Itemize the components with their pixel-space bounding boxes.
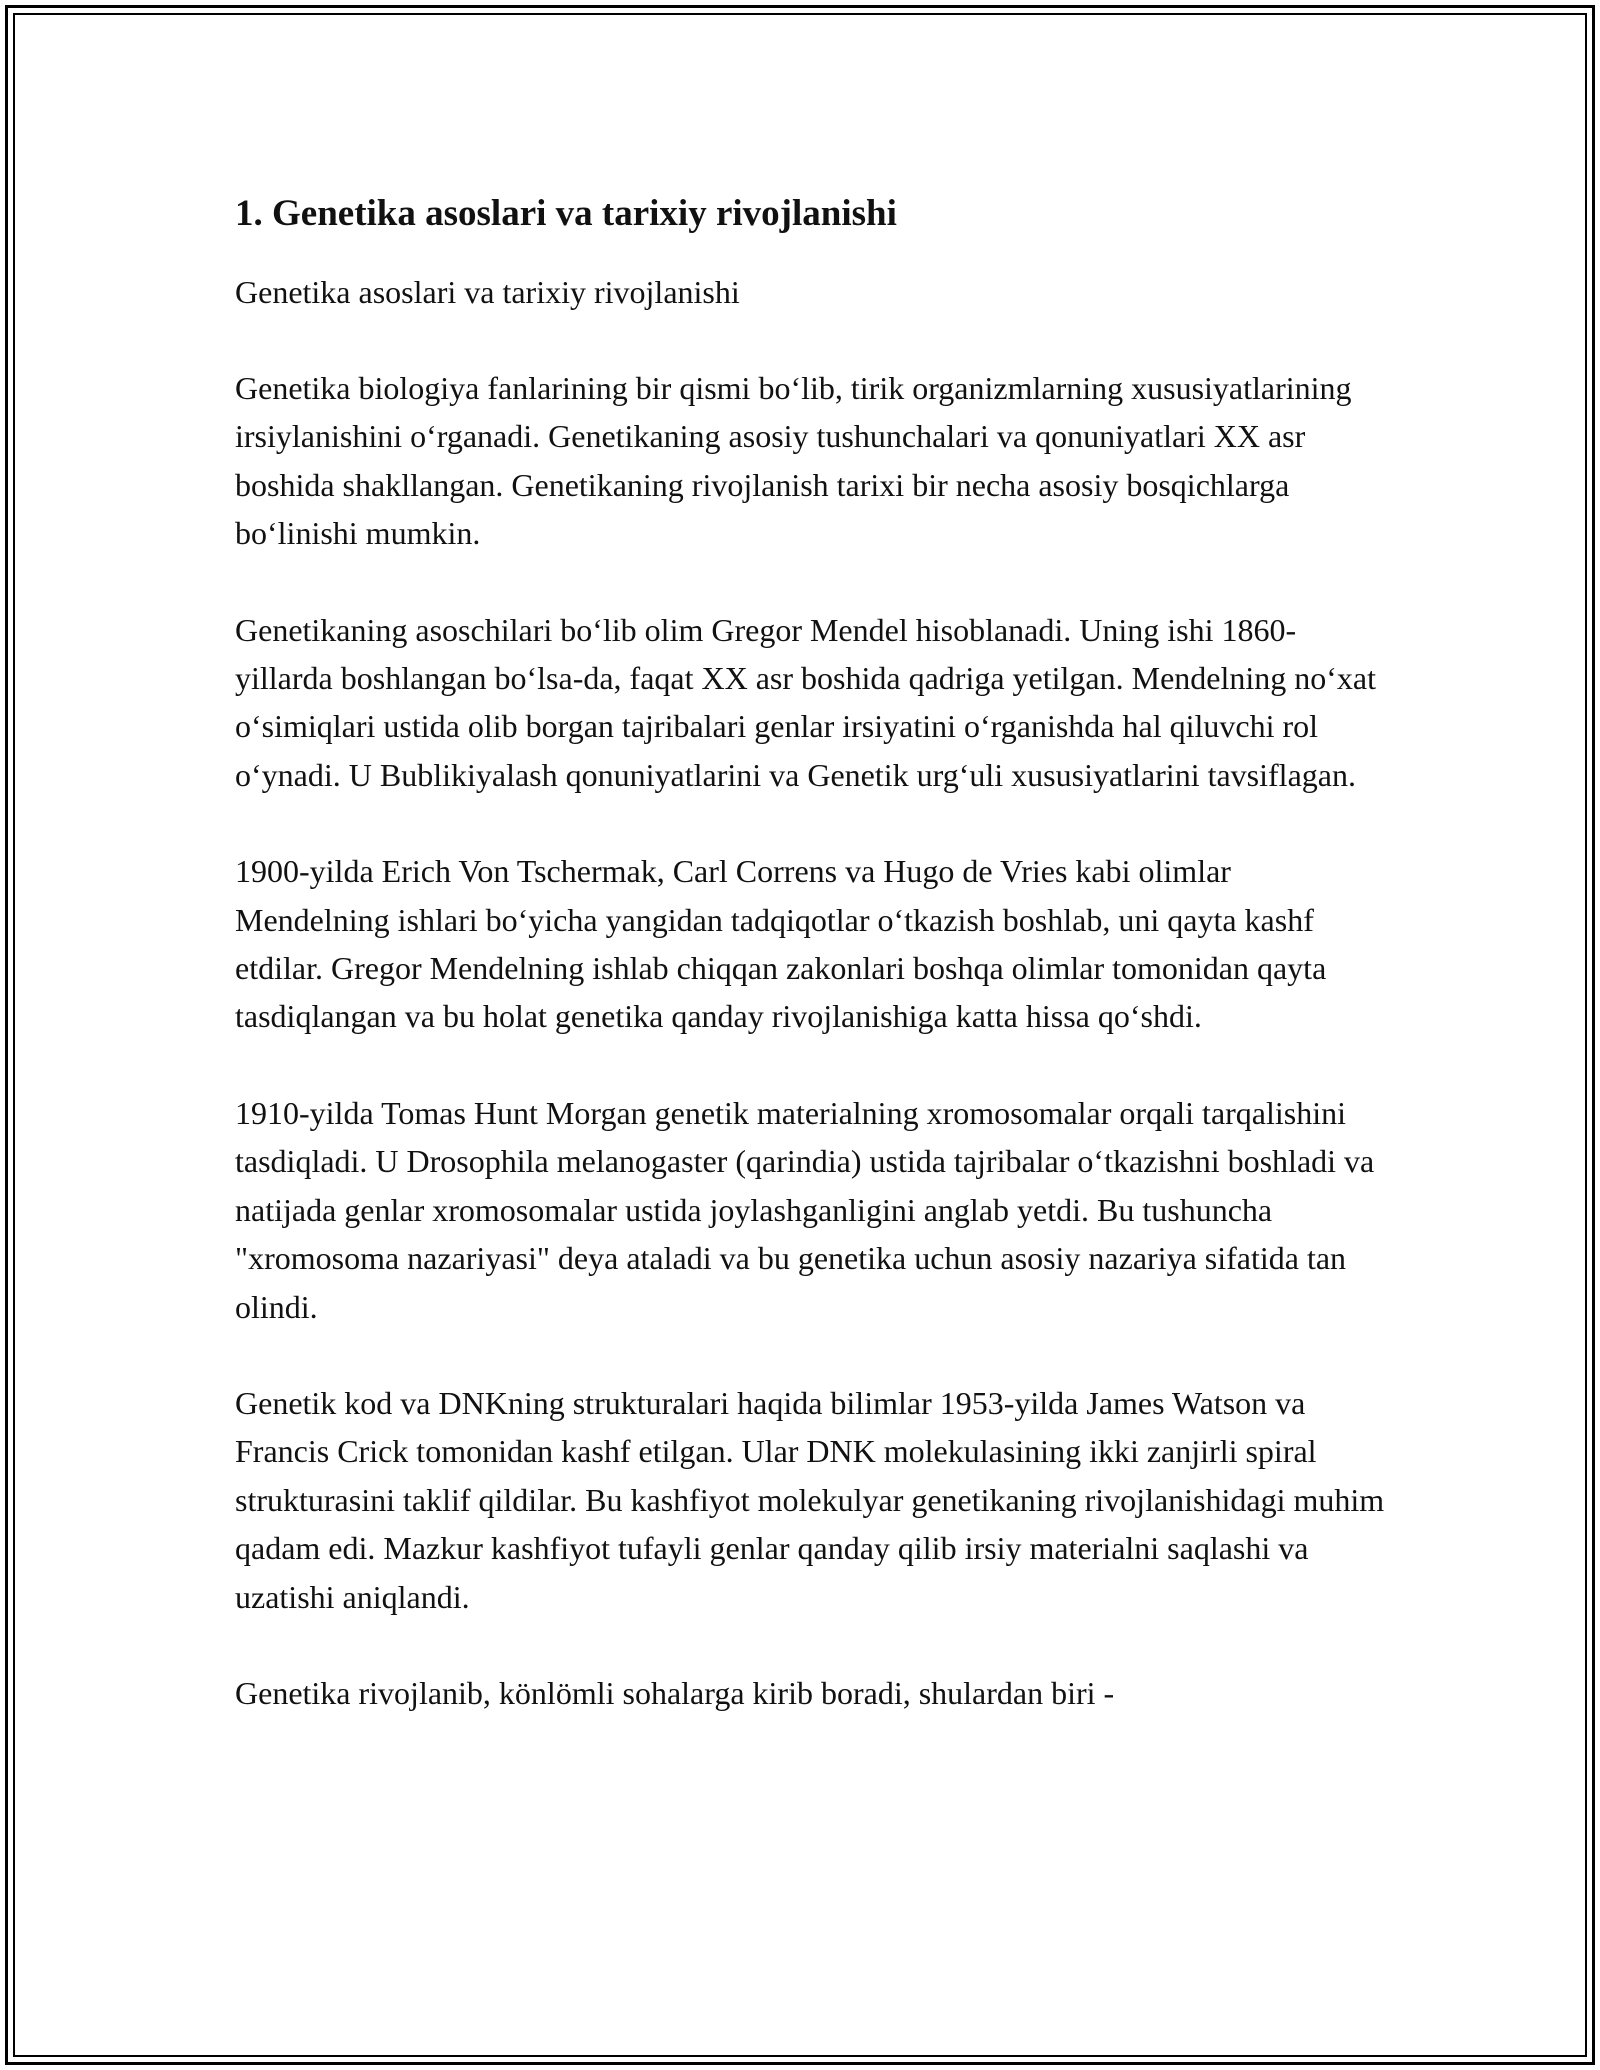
paragraph-continuation: Genetika rivojlanib, könlömli sohalarga kirib boradi, shulardan biri - bbox=[235, 1674, 1115, 1711]
paragraph-mendel: Genetikaning asoschilari bo‘lib olim Gregor Mendel hisoblanadi. Uning ishi 1860-yillarda boshlangan bo‘lsa-da, faqat XX asr boshida qadriga yetilgan. Mendelning no‘xat o‘simiqlari ustida olib borgan tajribalari genlar irsiyatini o‘rganishda hal qiluvchi rol o‘ynadi. U Bublikiyalash qonuniyatlarini va Genetik urg‘uli xususiyatlarini tavsiflagan. bbox=[235, 611, 1376, 793]
document-body bbox=[235, 185, 1385, 1765]
paragraph-dna: Genetik kod va DNKning strukturalari haqida bilimlar 1953-yilda James Watson va Francis Crick tomonidan kashf etilgan. Ular DNK molekulasining ikki zanjirli spiral strukturasini taklif qildilar. Bu kashfiyot molekulyar genetikaning rivojlanishidagi muhim qadam edi. Mazkur kashfiyot tufayli genlar qanday qilib irsiy materialni saqlashi va uzatishi aniqlandi. bbox=[235, 1384, 1385, 1615]
paragraph-rediscovery: 1900-yilda Erich Von Tschermak, Carl Correns va Hugo de Vries kabi olimlar Mendelning ishlari bo‘yicha yangidan tadqiqotlar o‘tkazish boshlab, uni qayta kashf etdilar. Gregor Mendelning ishlab chiqqan zakonlari boshqa olimlar tomonidan qayta tasdiqlangan va bu holat genetika qanday rivojlanishiga katta hissa qo‘shdi. bbox=[235, 853, 1327, 1035]
paragraph-morgan: 1910-yilda Tomas Hunt Morgan genetik materialning xromosomalar orqali tarqalishini tasdiqladi. U Drosophila melanogaster (qarindia) ustida tajribalar o‘tkazishni boshladi va natijada genlar xromosomalar ustida joylashganligini anglab yetdi. Bu tushuncha "xromosoma nazariyasi" deya ataladi va bu genetika uchun asosiy nazariya sifatida tan olindi. bbox=[235, 1094, 1375, 1325]
section-heading: 1. Genetika asoslari va tarixiy rivojlanishi bbox=[235, 193, 897, 234]
paragraph-intro: Genetika biologiya fanlarining bir qismi bo‘lib, tirik organizmlarning xususiyatlarining irsiylanishini o‘rganadi. Genetikaning asosiy tushunchalari va qonuniyatlari XX asr boshida shakllangan. Genetikaning rivojlanish tarixi bir necha asosiy bosqichlarga bo‘linishi mumkin. bbox=[235, 370, 1352, 552]
section-subtitle: Genetika asoslari va tarixiy rivojlanishi bbox=[235, 274, 740, 310]
